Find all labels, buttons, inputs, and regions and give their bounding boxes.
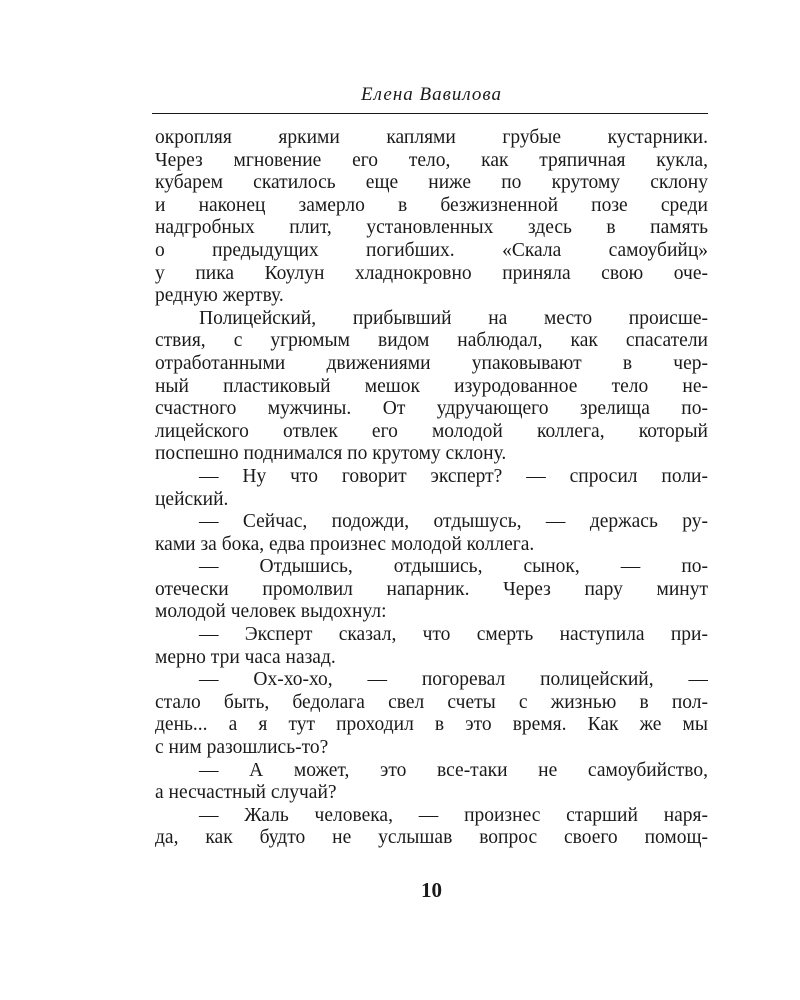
text-line: и наконец замерло в безжизненной позе среди	[155, 194, 708, 216]
running-head: Елена Вавилова	[361, 84, 502, 105]
text-line: — Ох-хо-хо, — погоревал полицейский, —	[199, 669, 708, 691]
text-line: — Жаль человека, — произнес старший наря-	[199, 804, 708, 826]
text-line: окропляя яркими каплями грубые кустарники.	[155, 127, 708, 148]
text-line: день... а я тут проходил в это время. Как же мы	[155, 714, 708, 736]
text-line: а несчастный случай?	[155, 782, 337, 804]
text-line: лицейского отвлек его молодой коллега, который	[155, 420, 708, 442]
text-line: кубарем скатилось еще ниже по крутому склону	[155, 172, 708, 194]
text-line: поспешно поднимался по крутому склону.	[155, 443, 507, 465]
text-line: счастного мужчины. От удручающего зрелища по-	[155, 398, 708, 420]
text-line: надгробных плит, установленных здесь в память	[155, 217, 708, 239]
text-line: ками за бока, едва произнес молодой коллега.	[155, 533, 535, 555]
body-text	[155, 127, 708, 850]
text-line: цейский.	[155, 488, 229, 510]
text-line: мерно три часа назад.	[155, 646, 336, 668]
text-line: Через мгновение его тело, как тряпичная кукла,	[155, 149, 708, 171]
page-number: 10	[421, 878, 442, 902]
text-line: — Сейчас, подожди, отдышусь, — держась ру-	[199, 511, 708, 533]
text-line: редную жертву.	[155, 285, 284, 307]
text-line: стало быть, бедолага свел счеты с жизнью в пол-	[155, 691, 708, 713]
text-line: ствия, с угрюмым видом наблюдал, как спасатели	[155, 330, 708, 352]
text-line: — А может, это все-таки не самоубийство,	[199, 759, 708, 781]
text-line: молодой человек выдохнул:	[155, 601, 387, 623]
text-line: — Ну что говорит эксперт? — спросил поли-	[199, 465, 708, 487]
header-rule	[152, 113, 708, 114]
text-line: — Эксперт сказал, что смерть наступила при-	[199, 624, 708, 646]
text-line: о предыдущих погибших. «Скала самоубийц»	[155, 239, 708, 261]
text-line: — Отдышись, отдышись, сынок, — по-	[199, 556, 708, 578]
text-line: ный пластиковый мешок изуродованное тело не-	[155, 375, 708, 397]
text-line: Полицейский, прибывший на место происше-	[199, 307, 708, 329]
text-line: у пика Коулун хладнокровно приняла свою оче-	[155, 262, 708, 284]
text-line: да, как будто не услышав вопрос своего помощ-	[155, 827, 708, 849]
text-line: отработанными движениями упаковывают в чер-	[155, 352, 708, 374]
text-line: с ним разошлись-то?	[155, 737, 329, 759]
text-line: отечески промолвил напарник. Через пару минут	[155, 578, 708, 600]
